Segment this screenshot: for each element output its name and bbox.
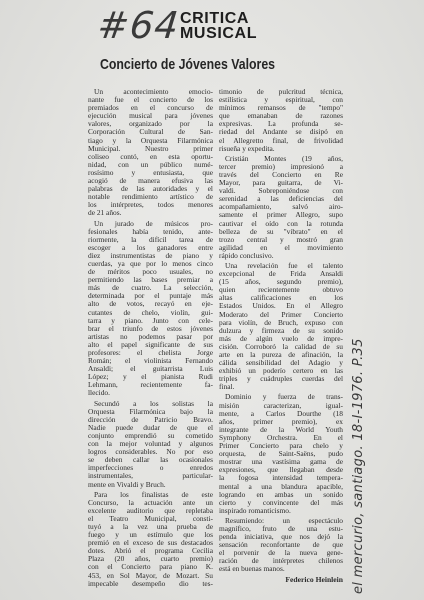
article-text-line: Concurso, la actuación ante un: [88, 497, 213, 507]
article-text-line: Cristián Montes (19 años,: [225, 153, 343, 163]
article-text-line: trozo central y mostró gran: [219, 234, 343, 244]
article-text-line: rápido conclusivo.: [219, 250, 274, 260]
article-text-line: de 21 años.: [88, 208, 122, 218]
article-text-line: logrando en ambas un sonido: [219, 489, 343, 499]
article-text-line: Primer Concierto para chelo y: [219, 441, 343, 451]
article-text-line: mostrar una vastísima gama de: [219, 457, 343, 467]
article-text-line: quien recientemente obtuvo: [219, 285, 343, 295]
article-text-line: Un acontecimiento emocio-: [94, 87, 213, 96]
article-text-line: más de cuatro. La selección,: [88, 283, 213, 293]
article-text-line: Municipal. Nuestro primer: [88, 143, 213, 153]
article-text-line: Plaza (20 años, cuarto premio): [88, 554, 213, 564]
article-text-line: Estados Unidos. En el Allegro: [219, 301, 343, 311]
article-text-line: tiago y la Orquesta Filarmónica: [88, 135, 213, 145]
article-paragraph: [219, 393, 343, 514]
article-byline: Federico Heinlein: [285, 574, 343, 584]
article-text-line: la fogosa intensidad tempera-: [219, 473, 343, 483]
article-paragraph: [88, 400, 213, 489]
article-text-line: imperfecciones o enredos: [88, 463, 213, 473]
section-heading: [180, 11, 257, 41]
article-text-line: palabras de las autoridades y el: [88, 184, 213, 194]
article-text-line: para violín, de Bruch, expuso con: [219, 317, 343, 327]
article-text-line: de méritos poco usuales, no: [88, 267, 213, 277]
article-text-line: fuego y un estímulo que los: [88, 530, 213, 540]
article-text-line: triples y cuádruples cuerdas del: [219, 374, 343, 384]
article-text-line: Symphony Orchestra. En el: [219, 432, 343, 442]
article-text-line: dotes. Abrió el programa Cecilia: [88, 546, 213, 556]
article-column-right: [219, 88, 343, 584]
article-text-line: samente el primer Allegro, supo: [219, 210, 343, 220]
section-heading-line: CRITICA: [180, 10, 250, 27]
article-text-line: nidad, con un público numé-: [88, 159, 213, 169]
article-text-line: nante fue el concierto de los: [88, 95, 213, 105]
article-text-line: orquesta, de Saint-Saëns, pudo: [219, 449, 343, 459]
article-text-line: premiados en el concurso de: [88, 103, 214, 113]
article-text-line: magnífico, fruto de una estu-: [219, 523, 343, 533]
article-text-line: llecido.: [88, 388, 110, 398]
article-text-line: arte en la pureza de afinación, la: [219, 350, 343, 359]
article-text-line: Orquesta Filarmónica bajo la: [88, 406, 213, 416]
article-text-line: expresivas. La profunda se-: [219, 119, 343, 129]
article-text-line: tarra y piano. Junto con cele-: [88, 315, 213, 325]
article-text-line: cálida sensibilidad del Adagio y: [219, 358, 343, 368]
handwritten-source-note: el mercurio, santiago. 18-I-1976. P.35: [351, 338, 366, 594]
article-text-line: Lehmann, recientemente fa-: [88, 380, 213, 390]
article-text-line: determinada por el puntaje más: [88, 291, 213, 301]
article-text-line: logros considerables. No por eso: [88, 447, 213, 457]
article-column-left: [88, 88, 213, 588]
article-text-line: López; y el pianista Rudi: [88, 372, 213, 382]
article-text-line: conjunto emprendió su cometido: [88, 430, 213, 440]
article-text-line: permitiendo las bases premiar a: [88, 275, 213, 285]
article-text-line: acogió de manera efusiva las: [88, 176, 213, 186]
article-text-line: Corporación Cultural de San-: [88, 127, 213, 137]
article-paragraph: [219, 88, 343, 153]
article-text-line: con el Concierto para piano K.: [88, 562, 213, 572]
article-text-line: Para los finalistas de este: [94, 489, 214, 499]
article-text-line: que emanaban de razones: [219, 111, 343, 121]
article-text-line: más de algún vuelo de impre-: [219, 333, 343, 343]
article-text-line: el porvenir de la nueva gene-: [219, 548, 343, 558]
article-text-line: los intérpretes, todos menores: [88, 200, 213, 210]
article-text-line: excelente auditorio que repletaba: [88, 505, 213, 515]
article-text-line: cutantes de chelo, violín, gui-: [88, 307, 213, 317]
article-title: Concierto de Jóvenes Valores: [100, 56, 276, 73]
article-text-line: cuerdas, ya que por lo menos cinco: [88, 258, 213, 268]
article-text-line: riedad del Andante se disipó en: [219, 127, 343, 137]
article-text-line: mente, a Carlos Dourthe (18: [219, 408, 343, 418]
article-text-line: Resumiendo: un espectáculo: [225, 515, 343, 525]
article-text-line: Secundó a los solistas la: [94, 398, 213, 408]
article-text-line: exhibió un poderío certero en las: [219, 366, 343, 376]
article-text-line: estilística y espiritual, con: [219, 95, 343, 105]
article-text-line: rosísimo y entusiasta, que: [88, 167, 213, 177]
article-text-line: timonio de pulcritud técnica,: [219, 87, 343, 96]
article-text-line: profesores: el chelista Jorge: [88, 348, 213, 357]
handwritten-clipping-number: #64: [95, 4, 182, 47]
article-text-line: Un jurado de músicos pro-: [94, 218, 213, 228]
article-text-line: con la mejor voluntad y algunos: [88, 439, 213, 449]
article-text-line: cierto y convincente del más: [219, 497, 343, 507]
article-text-line: brar el triunfo de estos jóvenes: [88, 323, 213, 333]
article-text-line: través del Concierto en Re: [219, 169, 343, 179]
article-text-line: Román; el violinista Fernando: [88, 356, 213, 366]
article-text-line: cisión. Corroboró la calidad de su: [219, 341, 343, 351]
article-text-line: risueña y expedita.: [219, 143, 275, 153]
article-text-line: instrumentales, particular-: [88, 471, 213, 481]
article-paragraph: [88, 88, 213, 218]
article-text-line: alto de votos, recayó en eje-: [88, 299, 213, 309]
article-text-line: dulzura y firmeza de su sonido: [219, 325, 343, 335]
article-text-line: fesionales había tenido, ante-: [88, 226, 213, 236]
article-text-line: diez instrumentistas de piano y: [88, 250, 213, 260]
article-text-line: expresiones, que llegaban desde: [219, 465, 343, 475]
article-text-line: Dominio y fuerza de trans-: [225, 392, 343, 402]
article-text-line: alto el papel significante de sus: [88, 339, 213, 349]
article-text-line: mente en Vivaldi y Bruch.: [88, 479, 166, 489]
article-text-line: está en buenas manos.: [219, 564, 285, 574]
article-text-line: integrante de la World Youth: [219, 424, 343, 434]
article-text-line: excepcional de Frida Ansaldi: [219, 269, 343, 279]
article-text-line: ejecución musical para jóvenes: [88, 111, 213, 121]
article-text-line: Una revelación fue el talento: [225, 260, 343, 270]
section-heading-line: MUSICAL: [180, 25, 258, 42]
article-text-line: serenidad a las deficiencias del: [219, 194, 343, 204]
article-text-line: años, primer premio), ex: [219, 416, 343, 426]
article-text-line: escoger a los ganadores entre: [88, 242, 213, 252]
article-text-line: inspirado romanticismo.: [219, 505, 291, 515]
article-text-line: Mayor, para guitarra, de Vi-: [219, 178, 343, 188]
article-text-line: final.: [219, 382, 235, 392]
article-text-line: valdi. Sobreponiéndose con: [219, 186, 343, 196]
article-text-line: notable rendimiento artístico de: [88, 192, 213, 202]
article-text-line: Moderato del Primer Concierto: [219, 309, 343, 319]
article-text-line: cautivar el oído con la rotunda: [219, 218, 343, 228]
article-text-line: premió en el exceso de sus destacados: [88, 538, 213, 548]
article-text-line: 453, en Sol Mayor, de Mozart. Su: [88, 570, 213, 580]
article-text-line: tuyó a la vez una prueba de: [88, 521, 213, 531]
article-text-line: sensación reconfortante de que: [219, 540, 343, 550]
article-paragraph: [219, 517, 343, 574]
article-text-line: (15 años, segundo premio),: [219, 277, 343, 287]
article-text-line: tercer premio) impresionó a: [219, 161, 343, 171]
article-text-line: ración de intérpretes chilenos: [219, 556, 343, 566]
article-text-line: riormente, la difícil tarea de: [88, 234, 213, 244]
article-text-line: artistas no podemos pasar por: [88, 331, 213, 341]
article-text-line: agilidad en el movimiento: [219, 242, 343, 252]
article-text-line: valores, organizado por la: [88, 119, 213, 129]
article-text-line: misión caracterizan, igual-: [219, 400, 343, 410]
article-paragraph: [88, 220, 213, 398]
article-paragraph: [219, 262, 343, 392]
article-paragraph: [88, 491, 213, 588]
article-text-line: el Allegretto final, de frivolidad: [219, 135, 343, 145]
article-text-line: coliseo contó, en esta oportu-: [88, 151, 213, 161]
article-text-line: mínimos remansos de "tempo": [219, 103, 343, 113]
article-text-line: altas calificaciones en los: [219, 293, 343, 303]
article-text-line: Ansaldi; el guitarrista Luis: [88, 364, 213, 374]
article-text-line: Nadie puede dudar de que el: [88, 422, 213, 432]
article-text-line: belleza de su "vibrato" en el: [219, 226, 343, 236]
article-text-line: impecable desempeño dio tes-: [88, 578, 213, 588]
article-text-line: acompañamiento, salvó airo-: [219, 202, 343, 212]
article-paragraph: [219, 155, 343, 260]
article-text-line: dirección de Patricio Bravo.: [88, 414, 213, 424]
article-text-line: mental a una blandura apacible,: [219, 481, 343, 491]
article-text-line: se deben callar las ocasionales: [88, 455, 213, 465]
article-text-line: el Teatro Municipal, consti-: [88, 513, 213, 523]
article-text-line: penda iniciativa, que nos dejó la: [219, 532, 343, 542]
